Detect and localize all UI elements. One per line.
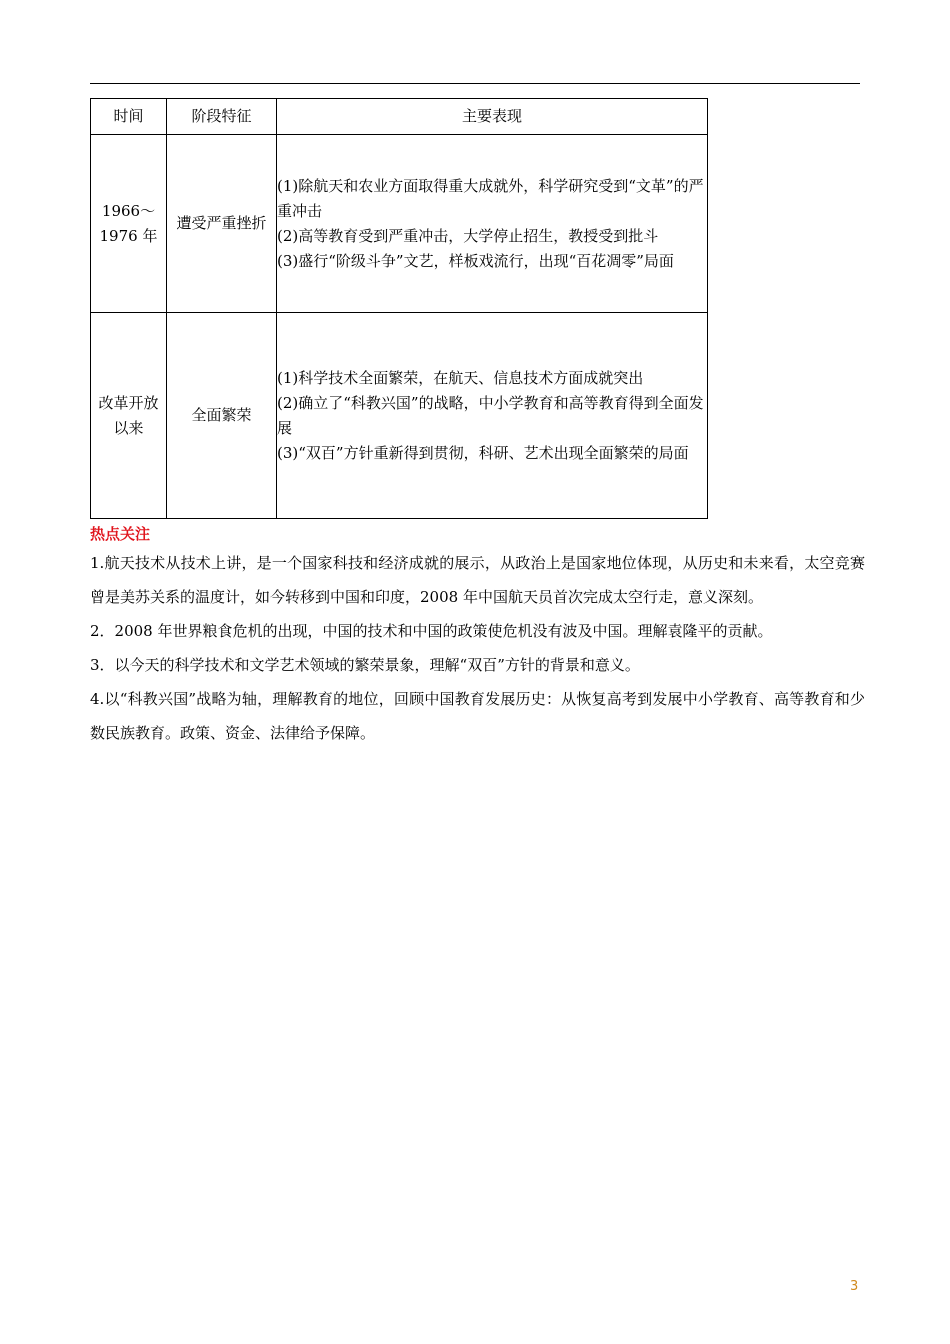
cell-stage: 全面繁荣 xyxy=(167,313,277,519)
paragraph: 3．以今天的科学技术和文学艺术领域的繁荣景象，理解“双百”方针的背景和意义。 xyxy=(90,656,640,674)
list-item: (2)确立了“科教兴国”的战略，中小学教育和高等教育得到全面发展 xyxy=(277,393,704,437)
cell-time: 改革开放 以来 xyxy=(91,313,167,519)
history-table xyxy=(90,98,708,519)
table-header-row xyxy=(91,99,708,135)
cell-main xyxy=(277,313,708,519)
paragraph: 1.航天技术从技术上讲，是一个国家科技和经济成就的展示，从政治上是国家地位体现，从历史和未来看，太空竞赛曾是美苏关系的温度计，如今转移到中国和印度，2008 年中国航天员首次完成太空行走，意义深刻。 xyxy=(90,554,865,606)
header-stage: 阶段特征 xyxy=(167,99,277,135)
list-item: (1)除航天和农业方面取得重大成就外，科学研究受到“文革”的严重冲击 xyxy=(277,176,704,220)
cell-stage: 遭受严重挫折 xyxy=(167,135,277,313)
hotspot-section xyxy=(90,522,865,750)
paragraph: 4.以“科教兴国”战略为轴，理解教育的地位，回顾中国教育发展历史：从恢复高考到发展中小学教育、高等教育和少数民族教育。政策、资金、法律给予保障。 xyxy=(90,690,865,742)
list-item: (3)盛行“阶级斗争”文艺，样板戏流行，出现“百花凋零”局面 xyxy=(277,251,674,270)
cell-time: 1966～ 1976 年 xyxy=(91,135,167,313)
list-item: (2)高等教育受到严重冲击，大学停止招生，教授受到批斗 xyxy=(277,226,659,245)
table-row xyxy=(91,313,708,519)
page-number: 3 xyxy=(850,1279,859,1294)
section-title: 热点关注 xyxy=(90,525,151,543)
header-time: 时间 xyxy=(91,99,167,135)
cell-main xyxy=(277,135,708,313)
header-main: 主要表现 xyxy=(277,99,708,135)
table-row xyxy=(91,135,708,313)
header-rule xyxy=(90,83,860,84)
list-item: (1)科学技术全面繁荣，在航天、信息技术方面成就突出 xyxy=(277,368,644,387)
list-item: (3)“双百”方针重新得到贯彻，科研、艺术出现全面繁荣的局面 xyxy=(277,443,689,462)
paragraph: 2．2008 年世界粮食危机的出现，中国的技术和中国的政策使危机没有波及中国。理解袁隆平的贡献。 xyxy=(90,622,773,640)
